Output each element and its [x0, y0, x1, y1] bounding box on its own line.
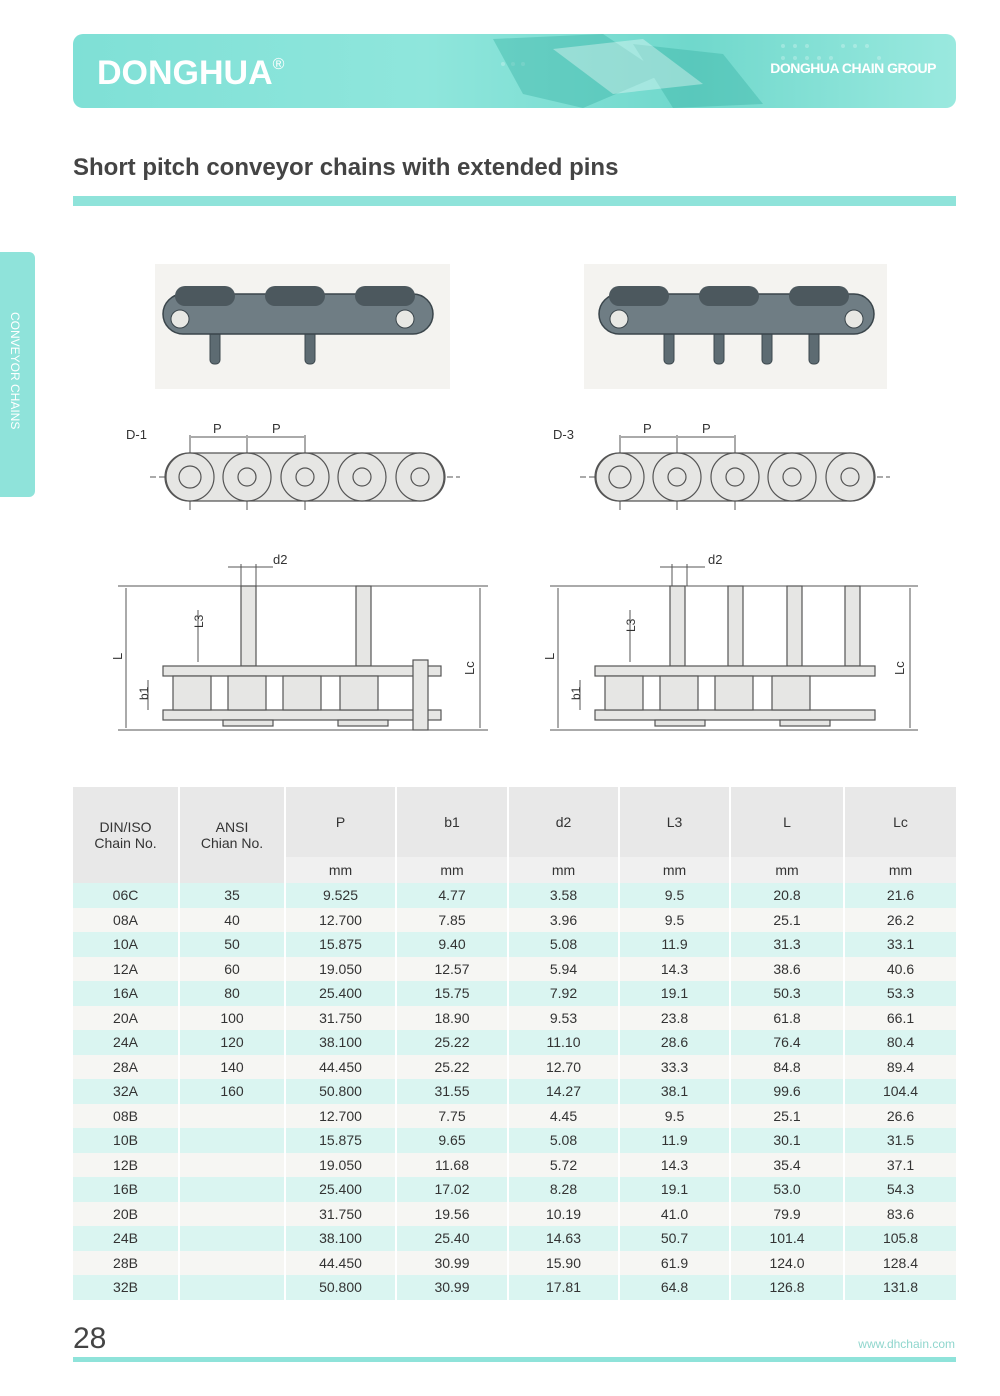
- page-number: 28: [73, 1322, 107, 1355]
- table-cell: 37.1: [844, 1153, 956, 1178]
- table-cell: 10A: [73, 932, 179, 957]
- table-row: [73, 1153, 956, 1178]
- table-cell: 3.58: [508, 883, 619, 908]
- table-cell: [179, 1251, 285, 1276]
- table-cell: 5.94: [508, 957, 619, 982]
- table-cell: [179, 1275, 285, 1300]
- table-cell: 25.1: [730, 1104, 844, 1129]
- table-body: [73, 883, 956, 1300]
- table-cell: 38.100: [285, 1030, 396, 1055]
- table-cell: 120: [179, 1030, 285, 1055]
- header-b1: b1: [396, 787, 508, 857]
- table-cell: 17.02: [396, 1177, 508, 1202]
- table-cell: 101.4: [730, 1226, 844, 1251]
- table-cell: [179, 1202, 285, 1227]
- table-cell: 28B: [73, 1251, 179, 1276]
- table-cell: 19.1: [619, 1177, 730, 1202]
- l-label-1: L: [110, 652, 125, 660]
- table-cell: 61.9: [619, 1251, 730, 1276]
- table-cell: 14.63: [508, 1226, 619, 1251]
- table-cell: 99.6: [730, 1079, 844, 1104]
- table-cell: 80.4: [844, 1030, 956, 1055]
- table-cell: 61.8: [730, 1006, 844, 1031]
- table-cell: [179, 1177, 285, 1202]
- table-row: [73, 1030, 956, 1055]
- table-cell: 9.65: [396, 1128, 508, 1153]
- table-cell: 30.1: [730, 1128, 844, 1153]
- table-cell: 30.99: [396, 1251, 508, 1276]
- table-cell: 9.5: [619, 883, 730, 908]
- table-cell: [179, 1153, 285, 1178]
- chain-d3-image: [584, 264, 887, 389]
- table-cell: 20.8: [730, 883, 844, 908]
- table-cell: 10B: [73, 1128, 179, 1153]
- table-cell: 11.9: [619, 1128, 730, 1153]
- table-cell: 140: [179, 1055, 285, 1080]
- table-cell: 31.750: [285, 1006, 396, 1031]
- table-cell: 31.5: [844, 1128, 956, 1153]
- chain-d1-image: [155, 264, 450, 389]
- table-cell: 28A: [73, 1055, 179, 1080]
- table-row: [73, 1177, 956, 1202]
- table-cell: 14.3: [619, 957, 730, 982]
- pitch-label-3: P: [643, 421, 652, 436]
- table-cell: 83.6: [844, 1202, 956, 1227]
- unit-cell: mm: [730, 857, 844, 883]
- table-cell: 35.4: [730, 1153, 844, 1178]
- table-cell: 25.400: [285, 1177, 396, 1202]
- table-row: [73, 1079, 956, 1104]
- side-view-drawing-d1: [150, 415, 470, 520]
- table-cell: 19.56: [396, 1202, 508, 1227]
- table-cell: 12.700: [285, 1104, 396, 1129]
- table-cell: 53.3: [844, 981, 956, 1006]
- table-cell: 26.6: [844, 1104, 956, 1129]
- table-cell: 24B: [73, 1226, 179, 1251]
- table-cell: 35: [179, 883, 285, 908]
- table-cell: 23.8: [619, 1006, 730, 1031]
- table-cell: 126.8: [730, 1275, 844, 1300]
- table-cell: 28.6: [619, 1030, 730, 1055]
- table-cell: 15.90: [508, 1251, 619, 1276]
- table-cell: 60: [179, 957, 285, 982]
- table-header-row: [73, 787, 956, 857]
- table-cell: 50.800: [285, 1079, 396, 1104]
- table-cell: 14.27: [508, 1079, 619, 1104]
- table-cell: 15.875: [285, 932, 396, 957]
- table-cell: 131.8: [844, 1275, 956, 1300]
- table-cell: 20B: [73, 1202, 179, 1227]
- header-banner: [73, 34, 956, 108]
- table-cell: 15.875: [285, 1128, 396, 1153]
- table-cell: 44.450: [285, 1055, 396, 1080]
- table-cell: 38.100: [285, 1226, 396, 1251]
- table-cell: 84.8: [730, 1055, 844, 1080]
- header-l3: L3: [619, 787, 730, 857]
- table-cell: 50: [179, 932, 285, 957]
- table-cell: 8.28: [508, 1177, 619, 1202]
- table-cell: 21.6: [844, 883, 956, 908]
- table-cell: 18.90: [396, 1006, 508, 1031]
- table-cell: 06C: [73, 883, 179, 908]
- table-cell: 50.7: [619, 1226, 730, 1251]
- table-cell: 5.72: [508, 1153, 619, 1178]
- top-view-drawing-d1: [108, 550, 493, 740]
- table-cell: 25.1: [730, 908, 844, 933]
- table-cell: 7.92: [508, 981, 619, 1006]
- table-cell: 104.4: [844, 1079, 956, 1104]
- header-p: P: [285, 787, 396, 857]
- table-cell: 25.40: [396, 1226, 508, 1251]
- table-row: [73, 981, 956, 1006]
- unit-cell: mm: [396, 857, 508, 883]
- table-cell: 12.70: [508, 1055, 619, 1080]
- table-row: [73, 932, 956, 957]
- table-row: [73, 1202, 956, 1227]
- table-cell: 16A: [73, 981, 179, 1006]
- unit-cell: mm: [844, 857, 956, 883]
- table-cell: 9.5: [619, 1104, 730, 1129]
- table-cell: 32A: [73, 1079, 179, 1104]
- table-cell: 5.08: [508, 932, 619, 957]
- table-cell: 20A: [73, 1006, 179, 1031]
- table-cell: 24A: [73, 1030, 179, 1055]
- table-cell: 31.55: [396, 1079, 508, 1104]
- table-cell: 100: [179, 1006, 285, 1031]
- l-label-2: L: [542, 652, 557, 660]
- table-cell: 32B: [73, 1275, 179, 1300]
- table-cell: 53.0: [730, 1177, 844, 1202]
- header-din: DIN/ISO Chain No.: [73, 787, 179, 883]
- table-cell: 16B: [73, 1177, 179, 1202]
- table-cell: 17.81: [508, 1275, 619, 1300]
- page-title: Short pitch conveyor chains with extended pins: [73, 154, 619, 181]
- group-name: DONGHUA CHAIN GROUP: [770, 60, 936, 76]
- table-cell: 41.0: [619, 1202, 730, 1227]
- chain-photo-d1: [155, 264, 450, 389]
- drawing-label-d1: D-1: [126, 427, 147, 442]
- table-cell: 40: [179, 908, 285, 933]
- table-cell: 4.45: [508, 1104, 619, 1129]
- footer-bar: [73, 1357, 956, 1362]
- pitch-label-2: P: [272, 421, 281, 436]
- table-cell: 3.96: [508, 908, 619, 933]
- table-cell: 50.3: [730, 981, 844, 1006]
- table-row: [73, 883, 956, 908]
- table-cell: 9.525: [285, 883, 396, 908]
- table-row: [73, 1055, 956, 1080]
- pitch-label-1: P: [213, 421, 222, 436]
- table-row: [73, 908, 956, 933]
- table-row: [73, 1128, 956, 1153]
- table-cell: 5.08: [508, 1128, 619, 1153]
- table-cell: 66.1: [844, 1006, 956, 1031]
- header-lc: Lc: [844, 787, 956, 857]
- table-cell: 14.3: [619, 1153, 730, 1178]
- table-row: [73, 1104, 956, 1129]
- table-cell: 76.4: [730, 1030, 844, 1055]
- table-row: [73, 1275, 956, 1300]
- table-cell: 11.68: [396, 1153, 508, 1178]
- unit-cell: mm: [508, 857, 619, 883]
- l3-label-1: L3: [192, 614, 206, 628]
- table-cell: 50.800: [285, 1275, 396, 1300]
- table-cell: 9.5: [619, 908, 730, 933]
- unit-cell: mm: [285, 857, 396, 883]
- table-cell: 12.57: [396, 957, 508, 982]
- table-cell: [179, 1104, 285, 1129]
- table-cell: 9.53: [508, 1006, 619, 1031]
- table-cell: 40.6: [844, 957, 956, 982]
- table-cell: 31.750: [285, 1202, 396, 1227]
- table-cell: [179, 1128, 285, 1153]
- header-l: L: [730, 787, 844, 857]
- table-cell: 08B: [73, 1104, 179, 1129]
- table-cell: 30.99: [396, 1275, 508, 1300]
- table-cell: 15.75: [396, 981, 508, 1006]
- d2-label-2: d2: [708, 552, 723, 567]
- table-row: [73, 957, 956, 982]
- l3-label-2: L3: [624, 618, 638, 632]
- table-cell: 9.40: [396, 932, 508, 957]
- table-cell: 25.22: [396, 1055, 508, 1080]
- table-cell: 08A: [73, 908, 179, 933]
- table-cell: 11.10: [508, 1030, 619, 1055]
- spec-table: [73, 787, 956, 1300]
- table-cell: 160: [179, 1079, 285, 1104]
- drawing-label-d3: D-3: [553, 427, 574, 442]
- side-tab: [0, 252, 35, 497]
- table-cell: 19.050: [285, 1153, 396, 1178]
- table-cell: 124.0: [730, 1251, 844, 1276]
- table-cell: 33.1: [844, 932, 956, 957]
- table-cell: 10.19: [508, 1202, 619, 1227]
- table-cell: 64.8: [619, 1275, 730, 1300]
- side-tab-label: CONVEYOR CHAINS: [8, 312, 22, 430]
- side-view-drawing-d3: [580, 415, 900, 520]
- header-d2: d2: [508, 787, 619, 857]
- table-cell: 44.450: [285, 1251, 396, 1276]
- table-cell: 7.75: [396, 1104, 508, 1129]
- lc-label-1: Lc: [462, 661, 477, 675]
- table-cell: 105.8: [844, 1226, 956, 1251]
- table-row: [73, 1006, 956, 1031]
- d2-label-1: d2: [273, 552, 288, 567]
- table-cell: [179, 1226, 285, 1251]
- table-cell: 12A: [73, 957, 179, 982]
- b1-label-1: b1: [137, 686, 151, 700]
- table-cell: 89.4: [844, 1055, 956, 1080]
- table-cell: 33.3: [619, 1055, 730, 1080]
- table-cell: 54.3: [844, 1177, 956, 1202]
- table-cell: 25.22: [396, 1030, 508, 1055]
- table-cell: 25.400: [285, 981, 396, 1006]
- table-cell: 79.9: [730, 1202, 844, 1227]
- table-cell: 7.85: [396, 908, 508, 933]
- table-cell: 19.050: [285, 957, 396, 982]
- table-cell: 12.700: [285, 908, 396, 933]
- table-cell: 4.77: [396, 883, 508, 908]
- table-cell: 38.6: [730, 957, 844, 982]
- header-ansi: ANSI Chian No.: [179, 787, 285, 883]
- lc-label-2: Lc: [892, 661, 907, 675]
- table-cell: 26.2: [844, 908, 956, 933]
- table-row: [73, 1226, 956, 1251]
- chain-photo-d3: [584, 264, 887, 389]
- table-cell: 31.3: [730, 932, 844, 957]
- table-cell: 12B: [73, 1153, 179, 1178]
- title-underline: [73, 196, 956, 206]
- table-cell: 80: [179, 981, 285, 1006]
- table-cell: 128.4: [844, 1251, 956, 1276]
- footer-url[interactable]: www.dhchain.com: [858, 1337, 955, 1351]
- b1-label-2: b1: [569, 686, 583, 700]
- table-cell: 11.9: [619, 932, 730, 957]
- pitch-label-4: P: [702, 421, 711, 436]
- top-view-drawing-d3: [540, 550, 925, 740]
- table-row: [73, 1251, 956, 1276]
- table-cell: 38.1: [619, 1079, 730, 1104]
- unit-cell: mm: [619, 857, 730, 883]
- table-cell: 19.1: [619, 981, 730, 1006]
- brand-logo: DONGHUA®: [97, 54, 285, 92]
